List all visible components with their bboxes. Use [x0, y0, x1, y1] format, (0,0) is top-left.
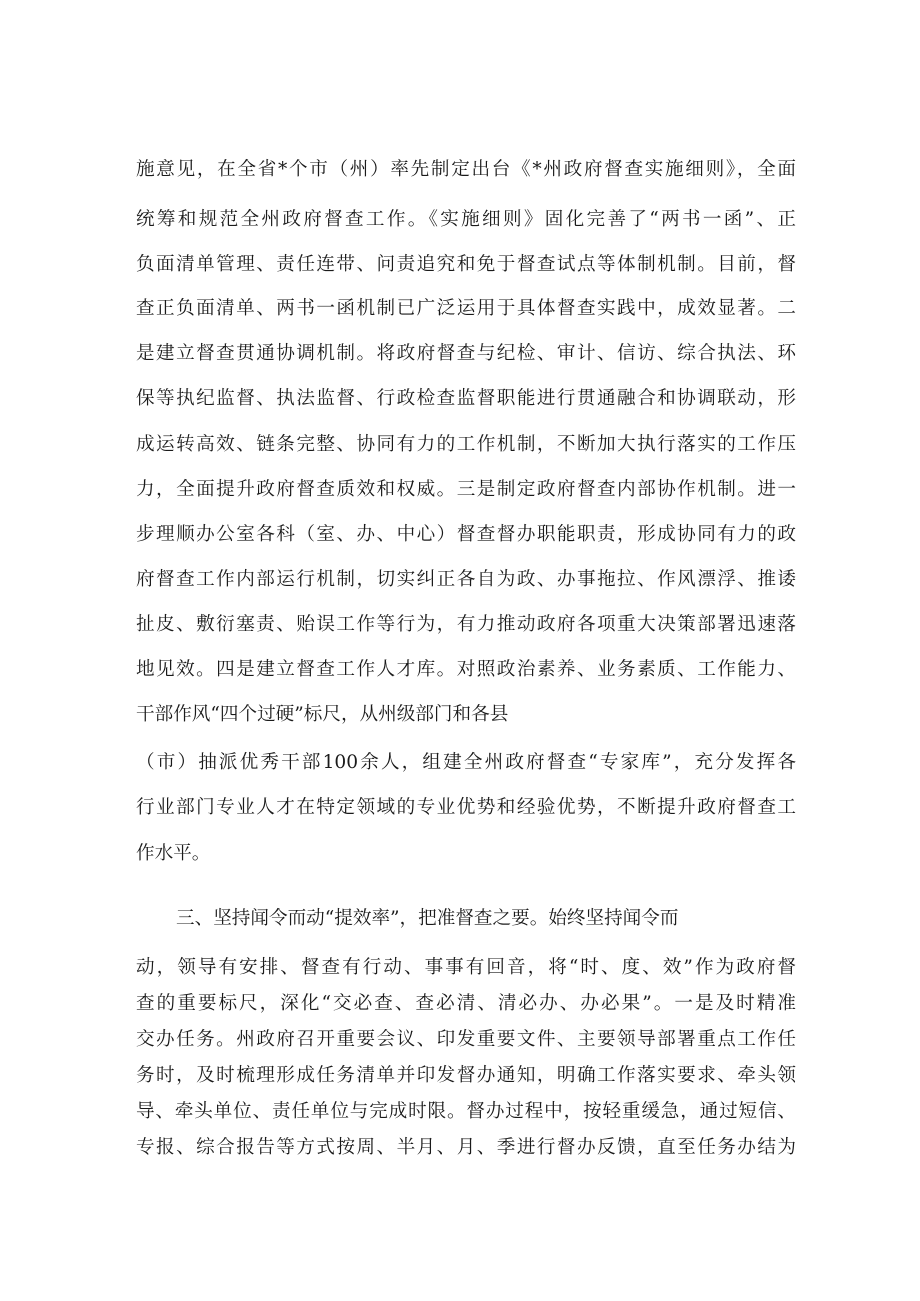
text-line: 作水平。: [136, 843, 211, 864]
text-line: 专报、综合报告等方式按周、半月、月、季进行督办反馈，直至任务办结为: [136, 1137, 796, 1158]
text-line: 施意见，在全省*个市（州）率先制定出台《*州政府督查实施细则》，全面: [136, 159, 796, 180]
text-line: 府督查工作内部运行机制，切实纠正各自为政、办事拖拉、作风漂浮、推诿: [136, 569, 796, 590]
text-line: 查正负面清单、两书一函机制已广泛运用于具体督查实践中，成效显著。二: [136, 298, 796, 319]
text-line: 导、牵头单位、责任单位与完成时限。督办过程中，按轻重缓急，通过短信、: [136, 1101, 796, 1122]
section-heading: 三、坚持闻令而动“提效率”，把准督查之要。始终坚持闻令而: [176, 908, 679, 929]
text-line: （市）抽派优秀干部100余人，组建全州政府督查“专家库”，充分发挥各: [136, 752, 796, 773]
text-line: 保等执纪监督、执法监督、行政检查监督职能进行贯通融合和协调联动，形: [136, 388, 796, 409]
text-line: 步理顺办公室各科（室、办、中心）督查督办职能职责，形成协同有力的政: [136, 524, 796, 545]
text-line: 动，领导有安排、督查有行动、事事有回音，将“时、度、效”作为政府督: [136, 957, 796, 978]
text-line: 负面清单管理、责任连带、问责追究和免于督查试点等体制机制。目前，督: [136, 254, 796, 275]
text-line: 地见效。四是建立督查工作人才库。对照政治素养、业务素质、工作能力、: [136, 659, 796, 680]
text-line: 统筹和规范全州政府督查工作。《实施细则》固化完善了“两书一函”、正: [136, 209, 796, 230]
text-line: 行业部门专业人才在特定领域的专业优势和经验优势，不断提升政府督查工: [136, 797, 796, 818]
text-line: 力，全面提升政府督查质效和权威。三是制定政府督查内部协作机制。进一: [136, 479, 796, 500]
text-line: 是建立督查贯通协调机制。将政府督查与纪检、审计、信访、综合执法、环: [136, 343, 796, 364]
text-line: 干部作风“四个过硬”标尺，从州级部门和各县: [136, 704, 509, 725]
text-line: 交办任务。州政府召开重要会议、印发重要文件、主要领导部署重点工作任: [136, 1029, 796, 1050]
text-line: 查的重要标尺，深化“交必查、查必清、清必办、办必果”。一是及时精准: [136, 993, 796, 1014]
text-line: 务时，及时梳理形成任务清单并印发督办通知，明确工作落实要求、牵头领: [136, 1065, 796, 1086]
text-line: 扯皮、敷衍塞责、贻误工作等行为，有力推动政府各项重大决策部署迅速落: [136, 614, 796, 635]
text-line: 成运转高效、链条完整、协同有力的工作机制，不断加大执行落实的工作压: [136, 434, 796, 455]
